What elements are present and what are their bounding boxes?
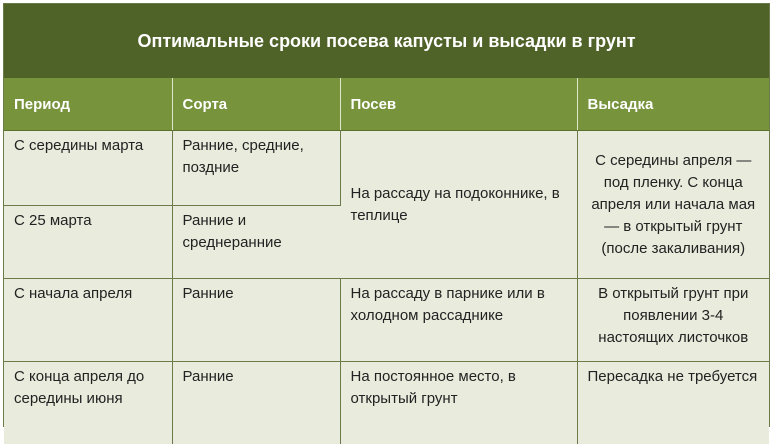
cell-sorts: Ранние, средние, поздние <box>172 131 340 206</box>
cell-sorts: Ранние и среднеранние <box>172 206 340 279</box>
table-row <box>4 279 769 362</box>
header-planting: Высадка <box>577 78 769 131</box>
cell-period: С конца апреля до середины июня <box>4 362 172 444</box>
table-title: Оптимальные сроки посева капусты и высадки в грунт <box>4 4 769 79</box>
cell-sowing: На постоянное место, в открытый грунт <box>340 362 577 444</box>
cell-sowing: На рассаду в парнике или в холодном рассаднике <box>340 279 577 362</box>
header-row <box>4 78 769 131</box>
header-period: Период <box>4 78 172 131</box>
cell-period: С начала апреля <box>4 279 172 362</box>
table-frame <box>3 3 770 427</box>
sowing-table <box>4 78 769 444</box>
cell-planting: Пересадка не требуется <box>577 362 769 444</box>
table-row <box>4 131 769 206</box>
cell-planting: С середины апреля — под пленку. С конца апреля или начала мая — в открытый грунт (после закаливания) <box>577 131 769 279</box>
cell-period: С середины марта <box>4 131 172 206</box>
cell-sowing: На рассаду на подоконнике, в теплице <box>340 131 577 279</box>
header-sorts: Сорта <box>172 78 340 131</box>
table-row <box>4 362 769 444</box>
cell-sorts: Ранние <box>172 279 340 362</box>
cell-period: С 25 марта <box>4 206 172 279</box>
header-sowing: Посев <box>340 78 577 131</box>
cell-sorts: Ранние <box>172 362 340 444</box>
cell-planting: В открытый грунт при появлении 3-4 настоящих листочков <box>577 279 769 362</box>
